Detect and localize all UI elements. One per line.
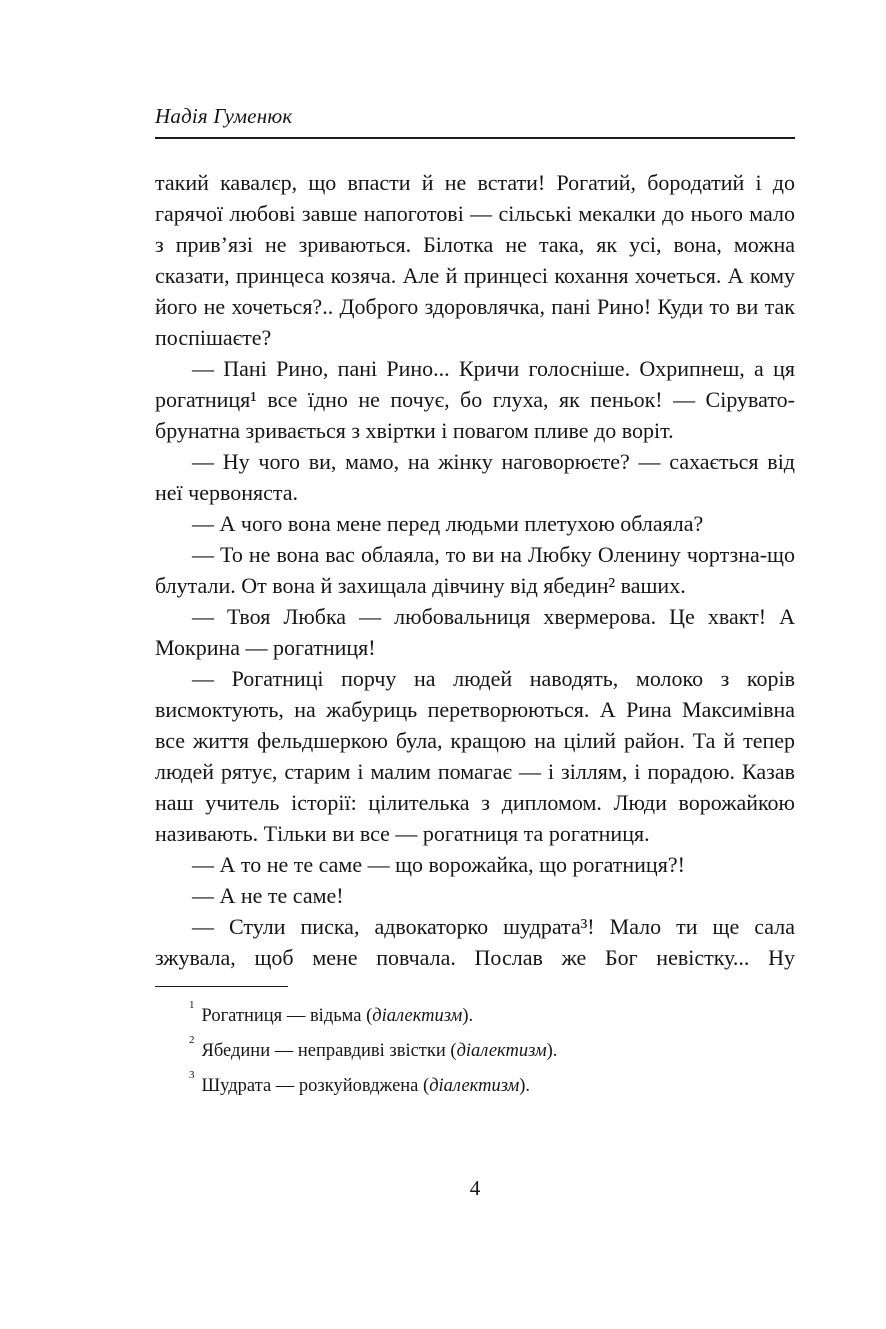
paragraph: — Твоя Любка — любовальниця хвермерова. Це хвакт! А Мокрина — рогатниця! xyxy=(155,604,795,660)
paragraph: — А не те саме! xyxy=(192,883,344,908)
paragraph: — А то не те саме — що ворожайка, що рогатниця?! xyxy=(192,852,685,877)
footnote xyxy=(155,1066,795,1101)
page-number: 4 xyxy=(469,1176,481,1200)
paragraph: — Рогатниці порчу на людей наводять, молоко з корів висмоктують, на жабуриць перетворюються. А Рина Максимівна все життя фельдшеркою була, кращою на цілий район. Та й тепер людей рятує, старим і малим помагає — і зіллям, і порадою. Казав наш учитель історії: цілителька з дипломом. Люди ворожайкою називають. Тільки ви все — рогатниця та рогатниця. xyxy=(155,666,795,846)
paragraph: — То не вона вас облаяла, то ви на Любку Оленину чортзна-що блутали. От вона й захищала дівчину від ябедин² ваших. xyxy=(155,542,795,598)
footnotes-section xyxy=(155,986,795,1101)
running-header-author: Надія Гуменюк xyxy=(155,104,293,128)
footnote-marker: 3 xyxy=(189,1069,195,1082)
footnote-text: ). xyxy=(519,1076,531,1097)
footnote-text: Рогатниця — відьма ( xyxy=(201,1006,373,1027)
footnote-marker: 2 xyxy=(189,1034,195,1047)
footnote-marker: 1 xyxy=(189,999,195,1011)
footnote-text: Ябедини — неправдиві звістки ( xyxy=(201,1041,457,1062)
paragraph: такий кавалєр, що впасти й не встати! Рогатий, бородатий і до гарячої любові завше напоготові — сільські мекалки до нього мало з прив’язі не зриваються. Білотка не така, як усі, вона, можна сказати, принцеса козяча. Але й принцесі кохання хочеться. А кому його не хочеться?.. Доброго здоровлячка, пані Рино! Куди то ви так поспішаєте? xyxy=(155,170,795,350)
body-text xyxy=(155,167,795,973)
paragraph: — Ну чого ви, мамо, на жінку наговорюєте? — сахається від неї червоняста. xyxy=(155,449,795,505)
page-content xyxy=(155,103,795,1101)
paragraph: — А чого вона мене перед людьми плетухою облаяла? xyxy=(192,511,704,536)
header-rule xyxy=(155,137,795,139)
footnote xyxy=(155,1031,795,1066)
paragraph: — Пані Рино, пані Рино... Кричи голосніше. Охрипнеш, а ця рогатниця¹ все їдно не почує, бо глуха, як пеньок! — Сірувато-брунатна зривається з хвіртки і повагом пливе до воріт. xyxy=(155,356,795,443)
footnote xyxy=(155,996,795,1031)
footnote-text: Шудрата — розкуйовджена ( xyxy=(201,1076,430,1097)
footnote-term-italic: діалектизм xyxy=(372,1006,463,1027)
footnote-text: ). xyxy=(462,1006,474,1027)
footnote-term-italic: діалектизм xyxy=(429,1076,520,1097)
footnote-text: ). xyxy=(546,1041,558,1062)
paragraph: — Стули писка, адвокаторко шудрата³! Мало ти ще сала зжувала, щоб мене повчала. Послав же Бог невістку... Ну xyxy=(155,914,795,970)
footnote-separator-rule xyxy=(155,986,288,987)
footnote-term-italic: діалектизм xyxy=(456,1041,547,1062)
